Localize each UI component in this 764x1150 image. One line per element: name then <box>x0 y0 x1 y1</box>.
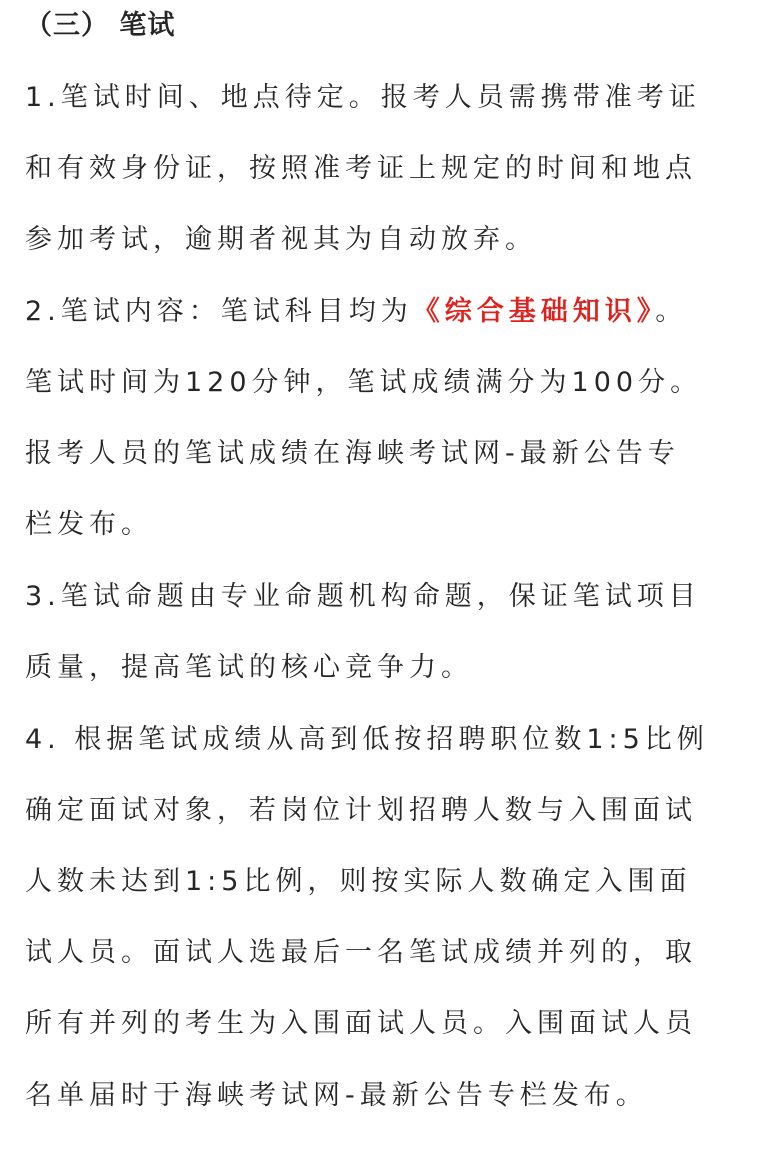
paragraph-2-line-2: 笔试时间为120分钟，笔试成绩满分为100分。 <box>25 367 703 398</box>
paragraph-2-line-4: 栏发布。 <box>25 509 153 540</box>
paragraph-1-line-1: 1.笔试时间、地点待定。报考人员需携带准考证 <box>25 82 701 113</box>
paragraph-4-line-6: 名单届时于海峡考试网-最新公告专栏发布。 <box>25 1080 648 1111</box>
paragraph-2-line-1 <box>25 292 687 332</box>
paragraph-1-line-2: 和有效身份证，按照准考证上规定的时间和地点 <box>25 153 697 184</box>
paragraph-2-suffix: 。 <box>655 296 688 327</box>
paragraph-4-line-1: 4. 根据笔试成绩从高到低按招聘职位数1:5比例 <box>25 724 709 755</box>
paragraph-3-line-2: 质量，提高笔试的核心竞争力。 <box>25 652 473 683</box>
paragraph-4-line-3: 人数未达到1:5比例，则按实际人数确定入围面 <box>25 866 692 897</box>
paragraph-4-line-2: 确定面试对象，若岗位计划招聘人数与入围面试 <box>25 795 697 826</box>
paragraph-2-prefix: 2.笔试内容：笔试科目均为 <box>25 296 413 327</box>
exam-subject-highlight: 《综合基础知识》 <box>412 296 656 327</box>
paragraph-4-line-4: 试人员。面试人选最后一名笔试成绩并列的，取 <box>25 937 697 968</box>
paragraph-3-line-1: 3.笔试命题由专业命题机构命题，保证笔试项目 <box>25 581 701 612</box>
paragraph-1-line-3: 参加考试，逾期者视其为自动放弃。 <box>25 224 537 255</box>
paragraph-2-line-3: 报考人员的笔试成绩在海峡考试网-最新公告专 <box>25 438 680 469</box>
section-heading: （三） 笔试 <box>25 10 176 41</box>
paragraph-4-line-5: 所有并列的考生为入围面试人员。入围面试人员 <box>25 1008 697 1039</box>
